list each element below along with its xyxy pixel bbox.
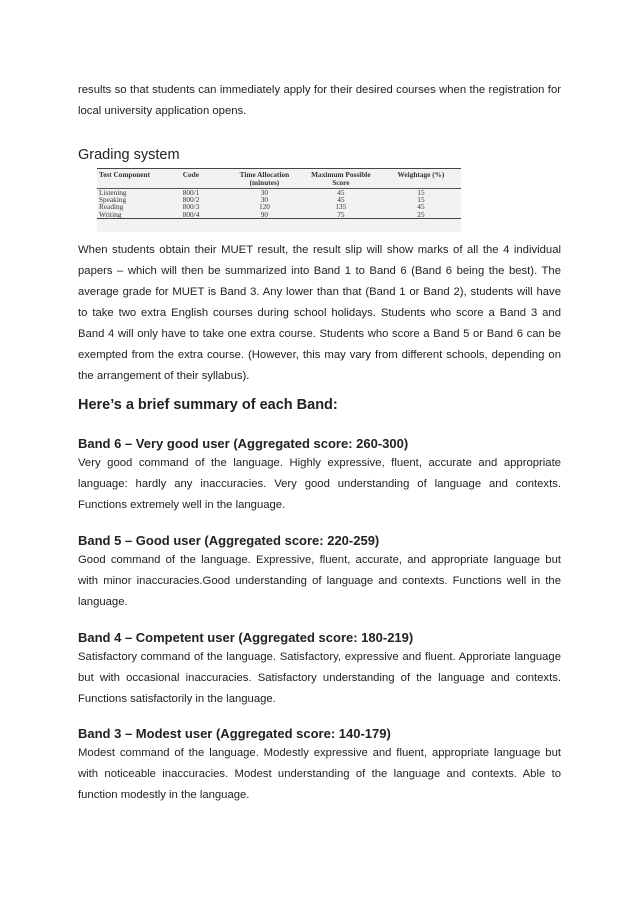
header-test-component: Test Component	[97, 169, 181, 189]
cell-code: 800/4	[181, 211, 228, 219]
cell-score: 45	[337, 188, 345, 197]
band-3-title: Band 3 – Modest user (Aggregated score: 140-179)	[78, 726, 391, 741]
intro-paragraph: results so that students can immediately apply for their desired courses when the registration for local university application opens.	[78, 84, 561, 117]
band-3-description: Modest command of the language. Modestly expressive and fluent, appropriate language but with noticeable inaccuracies. Modest understanding of the language and contexts. Able to function modestly in the language.	[78, 747, 561, 801]
header-maximum-score: Maximum Possible Score	[301, 169, 381, 189]
table-row	[97, 196, 461, 203]
band-4-title: Band 4 – Competent user (Aggregated score: 180-219)	[78, 630, 414, 645]
cell-weightage: 25	[381, 211, 461, 219]
cell-time: 120	[258, 202, 270, 212]
table-row	[97, 211, 461, 219]
cell-score: 45	[337, 195, 345, 205]
cell-weightage: 45	[417, 202, 425, 212]
grading-table-header-row	[97, 169, 461, 189]
band-summary-heading: Here’s a brief summary of each Band:	[78, 397, 338, 413]
cell-code: 800/3	[182, 202, 200, 212]
header-time-allocation: Time Allocation (minutes)	[228, 169, 301, 189]
band-4-description: Satisfactory command of the language. Satisfactory, expressive and fluent. Approriate language but with occasional inaccuracies. Satisfactory understanding of the language and contexts. Functions satisfactorily in the language.	[78, 651, 561, 705]
cell-component: Reading	[99, 202, 124, 212]
cell-score: 75	[301, 211, 381, 219]
band-5-title: Band 5 – Good user (Aggregated score: 220-259)	[78, 533, 380, 548]
band-5-description: Good command of the language. Expressive, fluent, accurate, and appropriate language but with minor inaccuracies.Good understanding of language and contexts. Functions well in the language.	[78, 554, 561, 608]
cell-time: 30	[260, 195, 269, 205]
header-code: Code	[181, 169, 228, 189]
cell-weightage: 15	[417, 195, 425, 205]
grading-paragraph: When students obtain their MUET result, the result slip will show marks of all the 4 individual papers – which will then be summarized into Band 1 to Band 6 (Band 6 being the best). The average grade for MUET is Band 3. Any lower than that (Band 1 or Band 2), students will have to take two extra English courses during school holidays. Students who score a Band 3 and Band 4 will only have to take one extra course. Students who score a Band 5 or Band 6 can be exempted from the extra course. (However, this may vary from different schools, depending on the arrangement of their syllabus).	[78, 244, 561, 382]
band-6-description: Very good command of the language. Highly expressive, fluent, accurate and appropriate language: hardly any inaccuracies. Very good understanding of language and contexts. Functions extremely well in the language.	[78, 457, 561, 511]
cell-code: 800/2	[182, 195, 200, 205]
cell-code: 800/1	[182, 188, 200, 197]
header-weightage: Weightage (%)	[381, 169, 461, 189]
cell-time: 30	[260, 188, 269, 197]
band-4-section	[78, 629, 561, 710]
table-row	[97, 189, 461, 197]
band-6-section	[78, 435, 561, 516]
cell-score: 135	[335, 202, 347, 212]
band-6-title: Band 6 – Very good user (Aggregated score: 260-300)	[78, 436, 409, 451]
grading-system-heading: Grading system	[78, 147, 180, 163]
cell-component: Listening	[99, 188, 127, 197]
grading-table	[97, 168, 461, 232]
cell-component: Writing	[97, 211, 181, 219]
cell-weightage: 15	[417, 188, 425, 197]
cell-time: 90	[228, 211, 301, 219]
band-3-section	[78, 725, 561, 806]
table-row	[97, 203, 461, 210]
band-5-section	[78, 532, 561, 613]
cell-component: Speaking	[99, 195, 127, 205]
